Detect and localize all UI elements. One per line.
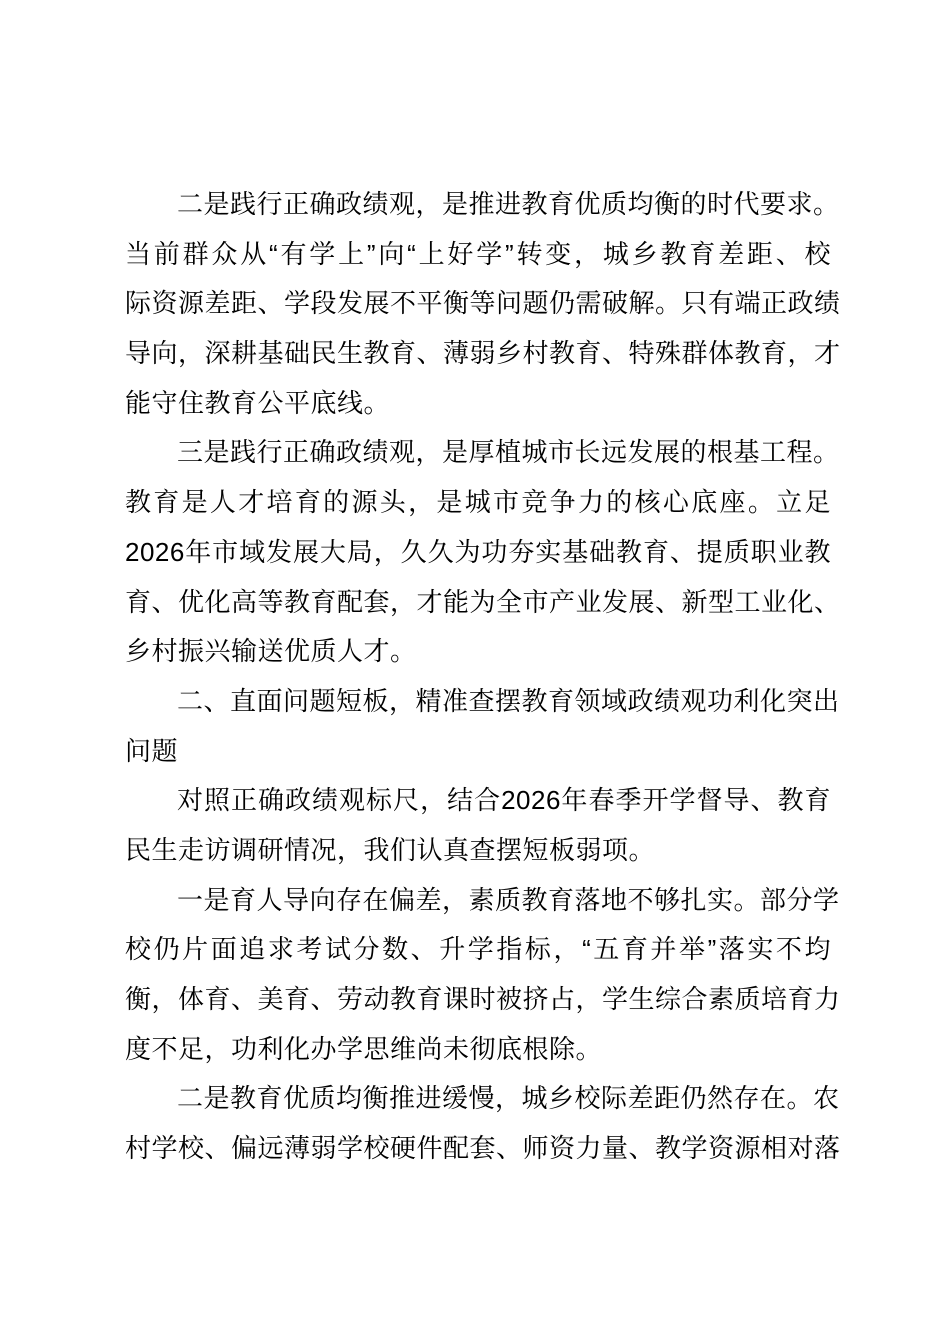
text-line: 二是教育优质均衡推进缓慢，城乡校际差距仍然存在。农	[177, 1083, 840, 1114]
heading-line: 二、直面问题短板，精准查摆教育领域政绩观功利化突出	[177, 685, 840, 716]
text-line: 能守住教育公平底线。	[125, 387, 391, 418]
text-line: 当前群众从“有学上”向“上好学”转变，城乡教育差距、校	[125, 238, 831, 269]
text-line: 民生走访调研情况，我们认真查摆短板弱项。	[125, 834, 656, 865]
text-line: 度不足，功利化办学思维尚未彻底根除。	[125, 1033, 603, 1064]
text-line: 乡村振兴输送优质人才。	[125, 636, 417, 667]
text-line: 三是践行正确政绩观，是厚植城市长远发展的根基工程。	[177, 437, 840, 468]
text-line: 一是育人导向存在偏差，素质教育落地不够扎实。部分学	[177, 884, 840, 915]
text-line: 际资源差距、学段发展不平衡等问题仍需破解。只有端正政绩	[125, 288, 841, 319]
text-line: 二是践行正确政绩观，是推进教育优质均衡的时代要求。	[177, 189, 840, 219]
text-line: 村学校、偏远薄弱学校硬件配套、师资力量、教学资源相对落	[125, 1133, 841, 1164]
text-line: 2026年市域发展大局，久久为功夯实基础教育、提质职业教	[125, 536, 831, 567]
text-line: 衡，体育、美育、劳动教育课时被挤占，学生综合素质培育力	[125, 984, 841, 1014]
document-body	[125, 180, 841, 1174]
text-line: 对照正确政绩观标尺，结合2026年春季开学督导、教育	[177, 785, 831, 816]
text-line: 校仍片面追求考试分数、升学指标，“五育并举”落实不均	[125, 934, 831, 965]
text-line: 育、优化高等教育配套，才能为全市产业发展、新型工业化、	[125, 586, 841, 617]
text-line: 导向，深耕基础民生教育、薄弱乡村教育、特殊群体教育，才	[125, 338, 841, 369]
heading-line: 问题	[125, 735, 179, 766]
text-line: 教育是人才培育的源头，是城市竞争力的核心底座。立足	[125, 487, 831, 518]
